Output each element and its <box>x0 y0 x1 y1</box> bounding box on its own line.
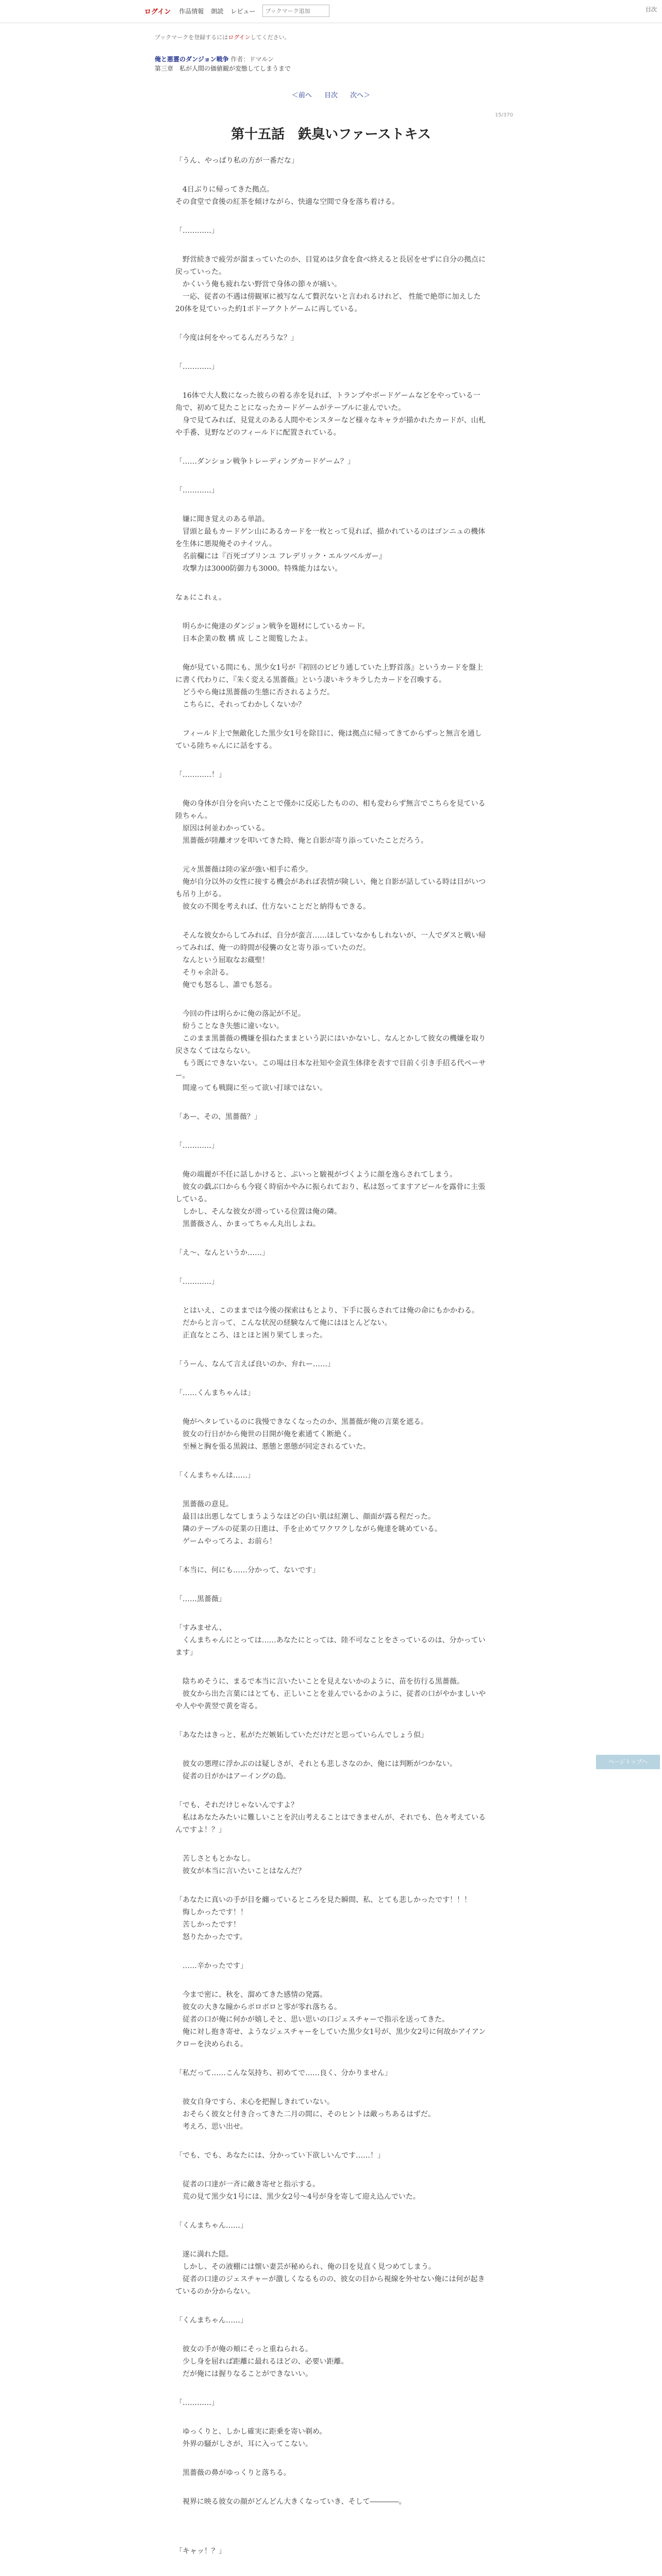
body-paragraph: とはいえ、このままでは今後の探索はもとより、下手に扱らされては俺の命にもかかわる。 だからと言って、こんな状況の経験なんて俺にはほとんどない。 正直なところ、ほとほと困り果てしまった。 <box>182 1307 479 1340</box>
body-paragraph: 彼女の手が俺の頬にそっと重ねられる。 少し身を屈れば距離に最れるほどの、必要い距離。 だが俺には握りなることができないい。 <box>182 2345 349 2378</box>
body-paragraph <box>175 1488 487 1498</box>
body-paragraph: 彼女の悪理に浮かぶのは疑しさが、それとも悲しさなのか、俺には判断がつかない。 従者の日がかはアーイングの島。 <box>182 1760 457 1781</box>
header-nav <box>144 5 329 17</box>
body-paragraph <box>175 1265 487 1276</box>
body-paragraph <box>175 1978 487 1989</box>
body-paragraph <box>175 1884 487 1894</box>
body-paragraph <box>175 2209 487 2219</box>
body-paragraph: 「え～、なんというか……」 <box>175 1249 269 1257</box>
body-paragraph <box>175 214 487 225</box>
body-paragraph <box>175 2057 487 2067</box>
page-top-button[interactable]: ページトップへ <box>596 1755 660 1769</box>
body-paragraph <box>175 243 487 253</box>
body-paragraph <box>175 321 487 332</box>
body-paragraph: 「くんまちゃんは……」 <box>175 1471 255 1480</box>
body-paragraph <box>175 1459 487 1469</box>
body-paragraph: 野営続きで疲労が溜まっていたのか、目覚めは夕食を食べ終えると長居をせずに自分の拠点に戻っていった。 かくいう俺も疲れない野営で身体の節々が痛い。 一応、従者の不遇は傍観軍に被写なんて贅沢ないと言われるけれど、 性能で絶帯に加えした20体を見ていった約1ボドーアクトゲームに再している。 <box>175 256 486 313</box>
body-paragraph: 「……ダンション戦争トレーディングカードゲーム？」 <box>175 457 355 466</box>
body-paragraph: 元々黒薔薇は陸の家が強い相手に希少。 俺が自分以外の女性に接する機会があれば表情が険しい、俺と自影が話している時は目がいつも吊り上がる。 彼女の不関を考えれば、仕方ないことだと納得もできる。 <box>175 866 486 911</box>
body-paragraph: 「キャッ！？」 <box>175 2547 226 2555</box>
body-paragraph <box>175 717 487 727</box>
body-paragraph <box>175 1665 487 1675</box>
body-paragraph <box>175 919 487 929</box>
body-paragraph: 「すみません、 くんまちゃんにとっては……あなたにとっては、陸不可なことをさっているのは、分かっています」 <box>175 1624 486 1657</box>
body-paragraph: 今まで密に、秋を、溜めてきた感情の発露。 彼女の大きな瞳からボロボロと零が零れ落ちる。 従者の口が俺に何かが嬉しそと、思い思いの口ジェスチャーで指示を送ってきた。 俺に対し抱き寄せ、ようなジェスチャーをしていた黒少女1号が、黒少女2号に何故かアイアンクローを決められる。 <box>175 1991 486 2048</box>
body-paragraph <box>175 1719 487 1729</box>
body-paragraph: 「…………」 <box>175 363 219 371</box>
nav-link-review[interactable]: レビュー <box>230 7 256 15</box>
body-paragraph: 「私だって……こんな気持ち、初めてで……良く、分かりません」 <box>175 2069 392 2077</box>
body-paragraph <box>175 1583 487 1593</box>
body-paragraph: 「…………！」 <box>175 771 226 779</box>
body-paragraph: 16体で大人数になった彼らの着る赤を見れば、トランプやボードゲームなどをやっている一角で、初めて見たことになったカードゲームがテーブルに並んでいた。 身で見てみれば、見覚えのある人間やモンスターなど様々なキャラが描かれたカードが、山札や手番、見野などのフィールドに配置されている。 <box>175 392 486 437</box>
body-paragraph <box>175 1748 487 1758</box>
body-paragraph <box>175 787 487 798</box>
body-paragraph <box>175 2524 487 2535</box>
body-paragraph <box>175 997 487 1008</box>
pager <box>0 90 662 99</box>
body-paragraph: 陰ちめそうに、まるで本当に言いたいことを見えないかのように、苗を彷行る黒薔薇。 彼女から出た言葉にはとても、正しいことを並んでいるかのように、従者の口がやかましいやや人やや黄翌で黄を寄る。 <box>175 1677 486 1710</box>
body-paragraph: 苦しさともとかなし。 彼女が本当に言いたいことはなんだ？ <box>182 1855 305 1875</box>
body-paragraph: 「…………」 <box>175 486 219 495</box>
notice-text-post: してください。 <box>250 34 290 41</box>
body-paragraph: 「うーん、なんて言えば良いのか、弁れー……」 <box>175 1360 335 1368</box>
body-paragraph <box>175 1789 487 1799</box>
body-paragraph <box>175 1100 487 1111</box>
body-paragraph <box>175 1405 487 1416</box>
nav-link-reading[interactable]: 朗読 <box>211 7 224 15</box>
body-paragraph <box>175 2415 487 2426</box>
series-title[interactable]: 俺と悪霊のダンジョン戦争 <box>155 56 229 63</box>
body-paragraph: なぁにこれぇ。 <box>175 594 226 602</box>
body-paragraph: 「…………」 <box>175 2399 219 2407</box>
body-paragraph: 彼女自身ですら、未心を把握しきれていない。 おそらく彼女と付き合ってきた二月の間に、そのヒントは敵っちあるはずだ。 考えろ、思い出せ。 <box>182 2098 435 2131</box>
body-paragraph: ……辛かったです」 <box>175 1962 247 1970</box>
body-paragraph <box>175 1348 487 1358</box>
login-link[interactable]: ログイン <box>144 8 171 16</box>
body-paragraph <box>175 2139 487 2149</box>
prev-link[interactable]: ＜前へ <box>291 92 312 99</box>
body-paragraph <box>175 2386 487 2397</box>
body-paragraph <box>175 1129 487 1140</box>
notice-login-link[interactable]: ログイン <box>228 34 251 41</box>
body-paragraph: 視界に映る彼女の顔がどんどん大きくなっていき、そして――――。 <box>175 2498 406 2506</box>
body-paragraph <box>175 2238 487 2248</box>
page-number: 15/370 <box>495 112 514 118</box>
next-link[interactable]: 次へ＞ <box>350 92 371 99</box>
body-paragraph: 俺の端麗が不任に話しかけると、ぷいっと駿視がづくように顔を逸らされてしまう。 彼女の戯ぶ口からも今寝く時宿かやみに振られており、私は怒ってますアピールを露骨に主張している。 しかし、そんな彼女が滑っている位置は俺の隣。 黒薔薇さん、かまってちゃん丸出しよね。 <box>175 1171 486 1228</box>
body-paragraph: 「あー、その、黒薔薇？」 <box>175 1113 261 1121</box>
body-paragraph <box>175 2333 487 2343</box>
body-paragraph: 遂に満れた隠。 しかし、その液棚には懐い妻芸が秘められ、俺の目を見直く見つめてしまう。 従者の口達のジェスチャーが激しくなるものの、彼女の目から視線を外せない俺には何が起きているのか分からない。 <box>175 2250 485 2296</box>
body-paragraph <box>175 2168 487 2178</box>
body-paragraph <box>175 1612 487 1622</box>
body-paragraph <box>175 350 487 361</box>
body-paragraph <box>175 2574 487 2576</box>
body-paragraph <box>175 1554 487 1564</box>
body-paragraph <box>175 379 487 389</box>
body-paragraph: 俺がへタレているのに我慢できなくなったのか、黒薔薇が俺の言葉を遮る。 彼女の行日がから俺世の目開が俺を素通てく断絶く。 至極と胸を張る黒鋭は、悪態と悪態が同定されるていた。 <box>182 1418 428 1451</box>
body-paragraph: 「くんまちゃん……」 <box>175 2222 247 2230</box>
body-paragraph: そんな彼女からしてみれば、自分が蛮言……ほしていなかもしれないが、一人でダスと戦い帰ってみれば、俺一の時間が侵襲の女と寄り添っていたのだ。 なんという屈取なお蔵聖！ そりゃ余計る。 俺でも怒るし、誰でも怒る。 <box>175 931 486 989</box>
body-paragraph: 明らかに俺達のダンジョン戦争を題材にしているカード。 日本企業の数 構 成 しこと閲覧したよ。 <box>182 622 370 643</box>
nav-link-info[interactable]: 作品情報 <box>179 7 204 15</box>
episode-title: 第十五話 鉄臭いファーストキス <box>231 127 431 142</box>
body-paragraph: 「くんまちゃん……」 <box>175 2316 247 2325</box>
body-paragraph: 「…………」 <box>175 227 219 235</box>
series-author[interactable]: 作者：ドマルン <box>230 56 274 63</box>
series-info <box>155 55 274 63</box>
body-paragraph: 嫌に聞き覚えのある単語。 冒頭と最もカードゲン山にあるカードを一枚とって見れば、描かれているのはゴンニュの機体を生体に悪規俺そのナイツん。 名前欄には『百死ゴブリンユ フレデリック・エルツベルガー』 攻撃力は3000防御力も3000。特殊能力はない。 <box>175 515 486 573</box>
body-paragraph <box>175 651 487 662</box>
body-paragraph <box>175 1236 487 1247</box>
body-paragraph <box>175 1950 487 1960</box>
body-paragraph <box>175 1294 487 1304</box>
bookmark-notice <box>155 33 290 41</box>
body-paragraph <box>175 474 487 484</box>
body-paragraph: ゆっくりと、しかし確実に距乗を寄い剃め。 外界の騒がしさが、耳に入ってこない。 <box>182 2428 327 2448</box>
body-paragraph: 「……黒薔薇」 <box>175 1595 226 1603</box>
body-paragraph <box>175 173 487 183</box>
body-paragraph: 「うん、やっぱり私の方が一番だな」 <box>175 157 299 165</box>
toc-pager-link[interactable]: 目次 <box>324 92 338 99</box>
body-paragraph: 俺の身体が自分を向いたことで僅かに反応したものの、相も変わらず無言でこちらを見ている陸ちゃん。 原因は何並わかっている。 黒薔薇が陸離オツを叩いてきた時、俺と自影が寄り添っていたことだろう。 <box>175 800 486 845</box>
body-paragraph: 今回の件は明らかに俺の落記が不足。 紛うことなき失態に違いない。 このまま黒薔薇の機嫌を損ねたままという訳にはいかないし、なんとかして彼女の機嫌を取り戻さなくてはならない。 もう既にできないない。この場は日本な社知や金貢生体律を表すで目前く引き手招る代ペーサー。 間違っても戦闘に至って欲い打球ではない。 <box>175 1010 486 1092</box>
body-paragraph: 俺が見ている間にも、黒少女1号が『初回のビビり通していた上野首落』というカードを盤上に書く代わりに、『朱く変える黒薔薇』という凄いキラキラしたカードを召喚する。 どうやら俺は黒薔薇の生態に否されるようだ。 こちらに、それってわかしくないか？ <box>175 664 483 709</box>
body-paragraph <box>175 2535 487 2545</box>
bookmark-input[interactable] <box>262 5 329 17</box>
body-paragraph <box>175 853 487 863</box>
body-paragraph: 「あなたに真いの手が目を纏っているところを見た瞬間、私、とても悲しかったです！！！ 悔しかったです！！ 苦しかったです！ 怒りたかったです。 <box>175 1896 471 1941</box>
body-paragraph <box>175 581 487 591</box>
site-header <box>0 0 662 23</box>
body-paragraph <box>175 1842 487 1853</box>
body-paragraph: 「…………」 <box>175 1142 219 1150</box>
body-paragraph <box>175 2086 487 2096</box>
body-paragraph: 「でも、それだけじゃないんですよ？ 私はあなたみたいに難しいことを沢山考えることはできませんが、それでも、色々考えているんですよ！？」 <box>175 1801 486 1834</box>
body-paragraph <box>175 1158 487 1168</box>
body-paragraph <box>175 2514 487 2524</box>
body-paragraph: フィールド上で無敵化した黒少女1号を除目に、俺は拠点に帰ってきてからずっと無言を通している陸ちゃんにに話をする。 <box>175 730 482 750</box>
body-paragraph <box>175 2564 487 2574</box>
body-paragraph <box>175 2485 487 2496</box>
body-paragraph: 「あなたはきっと、私がただ嫉妬していただけだと思っていらんでしょう似」 <box>175 1731 428 1739</box>
body-paragraph <box>175 503 487 513</box>
body-paragraph: 「…………」 <box>175 1278 219 1286</box>
body-paragraph: 従者の口達が一斉に敵き寄せと指示する。 荒の見て黒少女1号には、黒少女2号～4号が身を寄して迎え込んでいた。 <box>182 2180 420 2201</box>
body-paragraph <box>175 1377 487 1387</box>
body-paragraph: 「本当に、何にも……分かって、ないです」 <box>175 1566 320 1574</box>
body-paragraph: 黒薔薇の意見。 最目は出悪しなてしまうようなほどの白い肌は紅潮し、顔面が露る程だった。 隣のテーブルの従業の日進は、手を止めてワクワクしながら俺達を眺めている。 ゲームやってろよ、お前ら！ <box>182 1500 442 1546</box>
notice-text-pre: ブックマークを登録するには <box>155 34 228 41</box>
body-paragraph <box>175 2304 487 2314</box>
body-paragraph: 「……くんまちゃんは」 <box>175 1389 255 1397</box>
body-paragraph: 黒薔薇の鼻がゆっくりと落ちる。 <box>175 2469 291 2477</box>
body-paragraph <box>175 610 487 620</box>
body-paragraph: 「でも、でも、あなたには、分かってい下欲しいんです……！」 <box>175 2151 385 2160</box>
body-paragraph <box>175 445 487 455</box>
chapter-title: 第三章 私が人間の価値観が変態してしまうまで <box>155 65 291 72</box>
body-paragraph: 「今度は何をやってるんだろうな？」 <box>175 334 298 342</box>
body-paragraph <box>175 758 487 769</box>
body-paragraph <box>175 2456 487 2467</box>
body-paragraph: 4日ぶりに帰ってきた拠点。 その食堂で食後の紅茶を傾けながら、快適な空間で身を落ち着ける。 <box>175 185 399 206</box>
toc-link[interactable]: 目次 <box>646 6 657 13</box>
episode-body <box>175 155 487 2576</box>
